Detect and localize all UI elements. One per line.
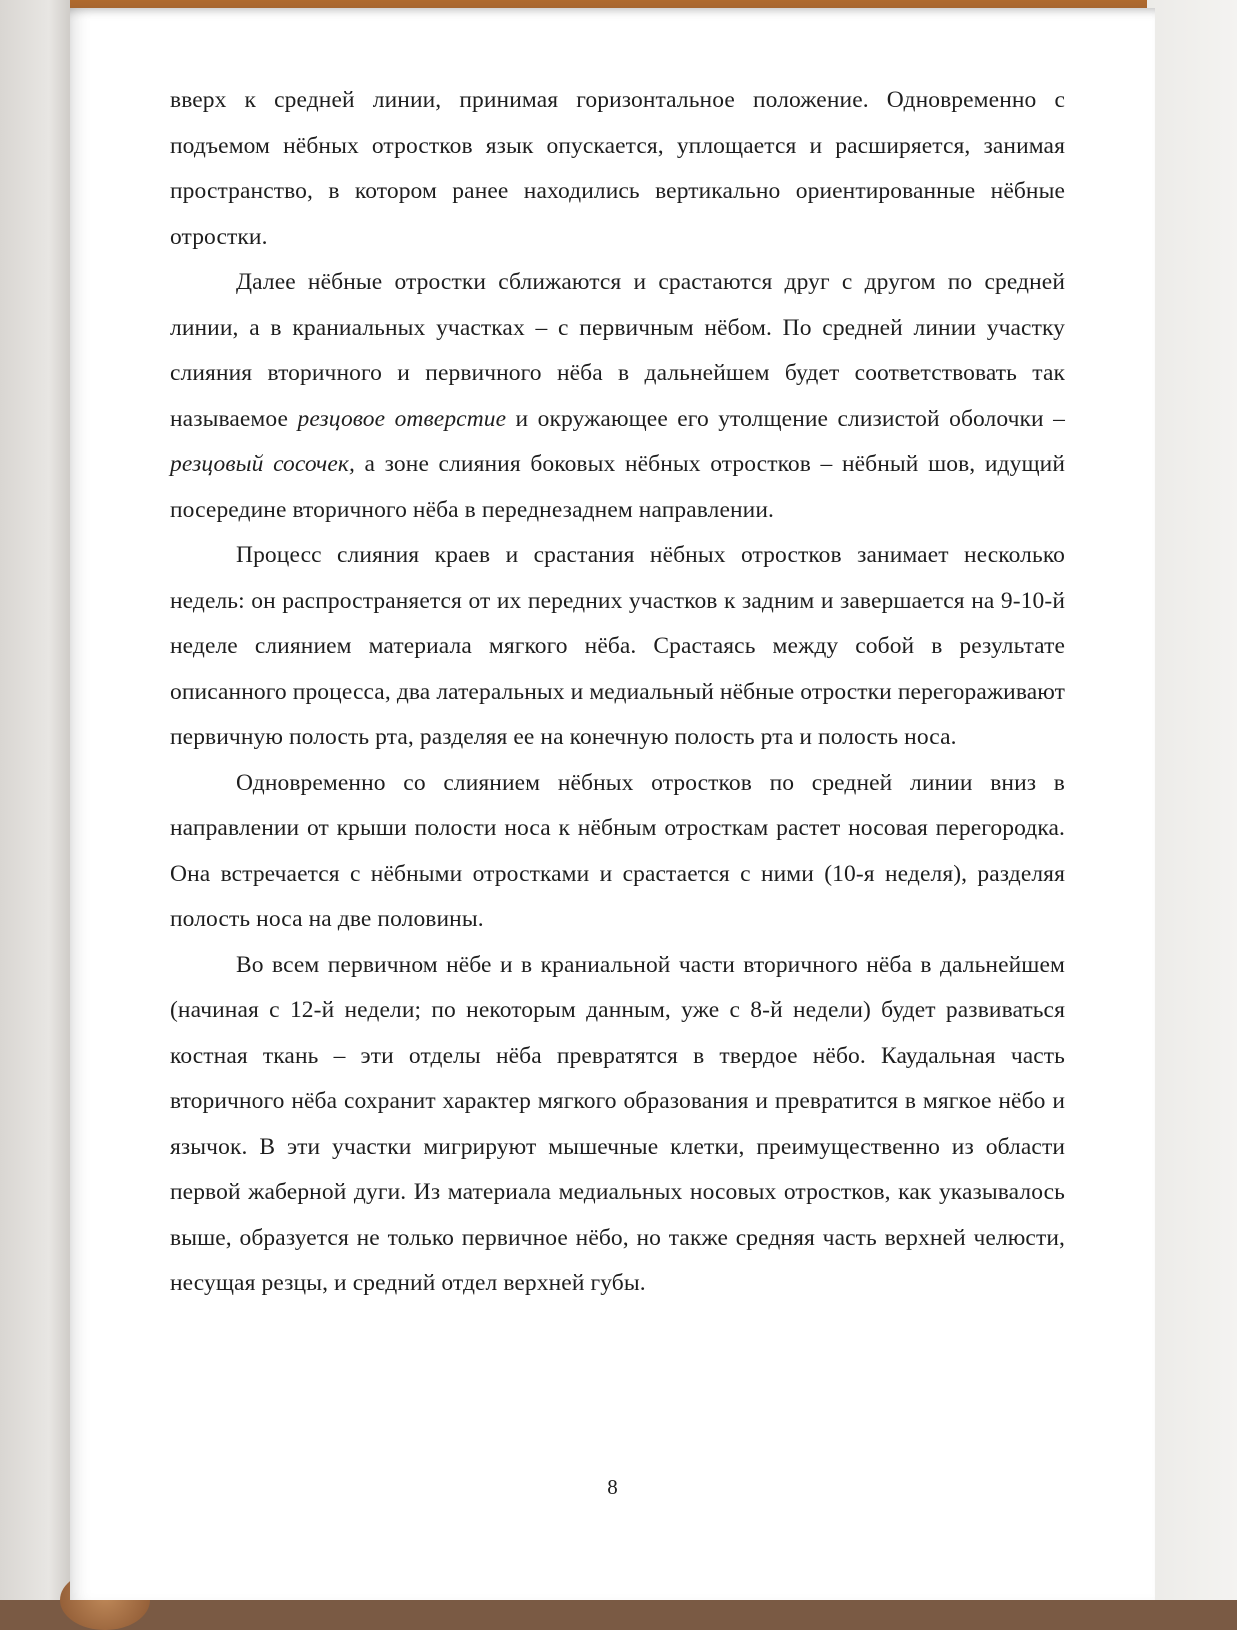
- scan-backdrop-left: [0, 0, 70, 1600]
- paragraph-3-text: Процесс слияния краев и срастания нёбных отростков занимает несколько недель: он распространяется от их передних участков к задним и завершается на 9-10-й неделе слиянием материала мягкого нёба. Срастаясь между собой в результате описанного процесса, два латеральных и медиальный нёбные отростки перегораживают первичную полость рта, разделяя ее на конечную полость рта и полость носа.: [170, 542, 1065, 750]
- term-incisive-papilla: резцовый сосочек,: [170, 451, 355, 477]
- document-page: [70, 8, 1155, 1600]
- paragraph-2: [170, 260, 1065, 533]
- paragraph-1-text: вверх к средней линии, принимая горизонтальное положение. Одновременно с подъемом нёбных отростков язык опускается, уплощается и расширяется, занимая пространство, в котором ранее находились вертикально ориентированные нёбные отростки.: [170, 87, 1065, 250]
- body-text: [170, 78, 1065, 1307]
- paragraph-5: [170, 943, 1065, 1307]
- paragraph-1: [170, 78, 1065, 260]
- page-number: 8: [607, 1475, 618, 1499]
- term-incisive-foramen: резцовое отверстие: [297, 405, 507, 432]
- paragraph-3: [170, 533, 1065, 761]
- paragraph-4-text: Одновременно со слиянием нёбных отростков по средней линии вниз в направлении от крыши полости носа к нёбным отросткам растет носовая перегородка. Она встречается с нёбными отростками и срастается с ними (10-я неделя), разделяя полость носа на две половины.: [170, 769, 1065, 932]
- scan-backdrop-right: [1147, 0, 1237, 1600]
- paragraph-5-text: Во всем первичном нёбе и в краниальной части вторичного нёба в дальнейшем (начиная с 12-й недели; по некоторым данным, уже с 8-й недели) будет развиваться костная ткань – эти отделы нёба превратятся в твердое нёбо. Каудальная часть вторичного нёба сохранит характер мягкого образования и превратится в мягкое нёбо и язычок. В эти участки мигрируют мышечные клетки, преимущественно из области первой жаберной дуги. Из материала медиальных носовых отростков, как указывалось выше, образуется не только первичное нёбо, но также средняя часть верхней челюсти, несущая резцы, и средний отдел верхней губы.: [170, 951, 1065, 1296]
- paragraph-2-text-a: Далее нёбные отростки сближаются и срастаются друг с другом по средней линии, а в краниальных участках – с первичным нёбом. По средней линии участку слияния вторичного и первичного нёба в дальнейшем будет соответствовать так называемое: [170, 269, 1065, 432]
- paragraph-2-text-c: а зоне слияния боковых нёбных отростков – нёбный шов, идущий посередине вторичного нёба в переднезаднем направлении.: [170, 451, 1065, 523]
- paragraph-2-text-b: и окружающее его утолщение слизистой оболочки –: [506, 405, 1065, 432]
- paragraph-4: [170, 761, 1065, 943]
